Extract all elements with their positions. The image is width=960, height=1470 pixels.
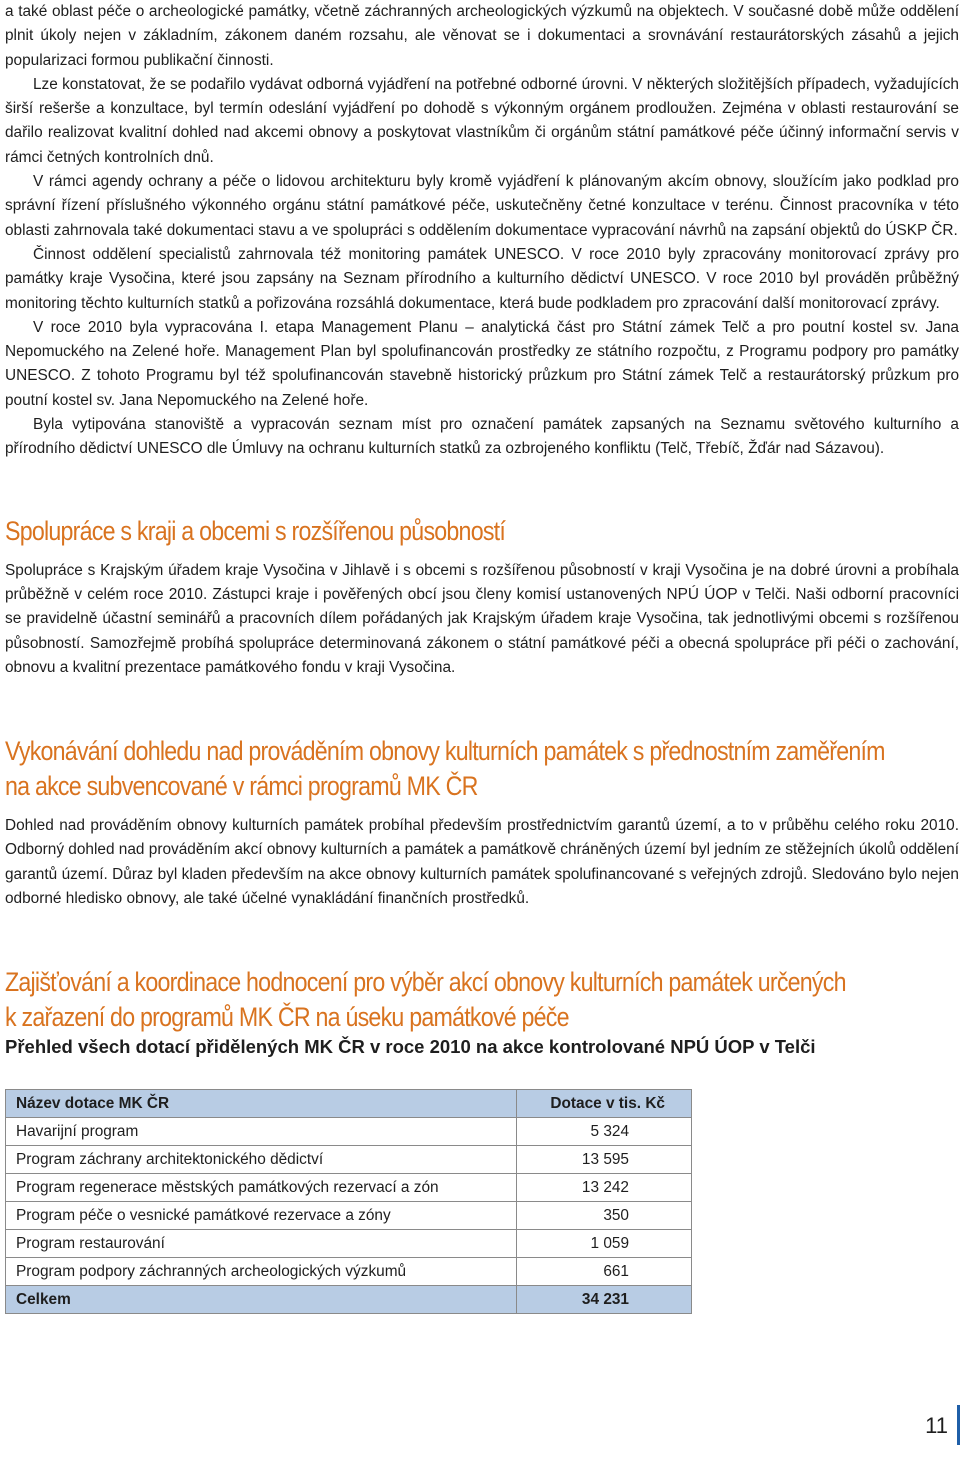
table-row xyxy=(6,1202,692,1230)
column-header-name: Název dotace MK ČR xyxy=(6,1090,517,1118)
total-label: Celkem xyxy=(6,1286,517,1314)
row-name: Program záchrany architektonického dědictví xyxy=(6,1146,517,1174)
subsidy-table xyxy=(5,1089,692,1314)
heading-line: Vykonávání dohledu nad prováděním obnovy kulturních památek s přednostním zaměřením xyxy=(5,736,885,767)
paragraph: Dohled nad prováděním obnovy kulturních památek probíhal především prostřednictvím garantů území, a to v průběhu celého roku 2010. Odborný dohled nad prováděním akcí obnovy kulturních a památek a památkově chráněných území byl jedním ze stěžejních úkolů oddělení garantů území. Důraz byl kladen především na akce obnovy kulturních památek spolufinancované s veřejných zdrojů. Sledováno bylo nejen odborné hledisko obnovy, ale také účelné vynakládání finančních prostředků. xyxy=(5,817,959,908)
row-name: Havarijní program xyxy=(6,1118,517,1146)
table-total-row xyxy=(6,1286,692,1314)
heading-line: na akce subvencované v rámci programů MK ČR xyxy=(5,771,478,802)
row-value: 5 324 xyxy=(517,1118,692,1146)
intro-text xyxy=(5,0,959,462)
table-row xyxy=(6,1118,692,1146)
row-value: 661 xyxy=(517,1258,692,1286)
paragraph: a také oblast péče o archeologické památky, včetně záchranných archeologických výzkumů na objektech. V současné době může oddělení plnit úkoly nejen v základním, zákonem daném rozsahu, ale věnovat se i dokumentaci a srovnávání restaurátorských zásahů a jejich popularizaci formou publikační činnosti. xyxy=(5,3,959,69)
section-spoluprace-text xyxy=(5,559,959,680)
section-heading-spoluprace: Spolupráce s kraji a obcemi s rozšířenou působností xyxy=(5,515,506,546)
paragraph: Lze konstatovat, že se podařilo vydávat odborná vyjádření na potřebné odborné úrovni. V některých složitějších případech, vyžadujících širší rešerše a konzultace, byl termín odeslání vyjádření po dohodě s výkonným orgánem prodloužen. Zejména v oblasti restaurování se dařilo realizovat kvalitní dohled nad akcemi obnovy a poskytovat vlastníkům či orgánům státní památkové péče účinný informační servis v rámci četných kontrolních dnů. xyxy=(5,75,959,166)
total-value: 34 231 xyxy=(517,1286,692,1314)
heading-line: k zařazení do programů MK ČR na úseku památkové péče xyxy=(5,1002,569,1033)
table-row xyxy=(6,1174,692,1202)
row-value: 1 059 xyxy=(517,1230,692,1258)
paragraph: V roce 2010 byla vypracována I. etapa Management Planu – analytická část pro Státní zámek Telč a pro poutní kostel sv. Jana Nepomuckého na Zelené hoře. Management Plan byl spolufinancován prostředky ze státního rozpočtu, z Programu podpory pro památky UNESCO. Z tohoto Programu byl též spolufinancován stavebně historický průzkum pro Státní zámek Telč a restaurátorský průzkum pro poutní kostel sv. Jana Nepomuckého na Zelené hoře. xyxy=(5,318,959,409)
section-heading-dohled xyxy=(5,734,957,804)
row-name: Program regenerace městských památkových rezervací a zón xyxy=(6,1174,517,1202)
row-name: Program podpory záchranných archeologických výzkumů xyxy=(6,1258,517,1286)
table-header-row xyxy=(6,1090,692,1118)
row-name: Program restaurování xyxy=(6,1230,517,1258)
table-caption: Přehled všech dotací přidělených MK ČR v roce 2010 na akce kontrolované NPÚ ÚOP v Telči xyxy=(5,1036,816,1058)
paragraph: Činnost oddělení specialistů zahrnovala též monitoring památek UNESCO. V roce 2010 byly zpracovány monitorovací zprávy pro památky kraje Vysočina, které jsou zapsány na Seznam přírodního a kulturního dědictví UNESCO. V roce 2010 byl prováděn průběžný monitoring těchto kulturních statků a pořizována rozsáhlá dokumentace, která bude podkladem pro zpracování další monitorovací zprávy. xyxy=(5,245,959,312)
section-dohled-text xyxy=(5,814,959,911)
row-value: 350 xyxy=(517,1202,692,1230)
row-value: 13 595 xyxy=(517,1146,692,1174)
page-number: 11 xyxy=(925,1413,948,1438)
paragraph: V rámci agendy ochrany a péče o lidovou architekturu byly kromě vyjádření k plánovaným akcím obnovy, sloužícím jako podklad pro správní řízení příslušného výkonného orgánu státní památkové péče, uskutečněny četné konzultace v terénu. Činnost pracovníka v této oblasti zahrnovala také dokumentaci stavu a ve spolupráci s oddělením dokumentace vypracování návrhů na zapsání objektů do ÚSKP ČR. xyxy=(5,173,959,239)
table-row xyxy=(6,1258,692,1286)
table-row xyxy=(6,1230,692,1258)
row-name: Program péče o vesnické památkové rezervace a zóny xyxy=(6,1202,517,1230)
paragraph: Byla vytipována stanoviště a vypracován seznam míst pro označení památek zapsaných na Seznamu světového kulturního a přírodního dědictví UNESCO dle Úmluvy na ochranu kulturních statků za ozbrojeného konfliktu (Telč, Třebíč, Žďár nad Sázavou). xyxy=(5,416,959,458)
page xyxy=(5,0,959,1314)
paragraph: Spolupráce s Krajským úřadem kraje Vysočina v Jihlavě i s obcemi s rozšířenou působností v kraji Vysočina je na dobré úrovni a probíhala průběžně v celém roce 2010. Zástupci kraje i pověřených obcí jsou členy komisí ustanovených NPÚ ÚOP v Telči. Naši odborní pracovníci se pravidelně účastní seminářů a pracovních dílem pořádaných jak Krajským úřadem kraje Vysočina, tak jednotlivými obcemi s rozšířenou působností. Samozřejmě probíhá spolupráce determinovaná zákonem o státní památkové péči a obecná spolupráce při péči o zachování, obnovu a kvalitní prezentace památkového fondu v kraji Vysočina. xyxy=(5,561,959,676)
row-value: 13 242 xyxy=(517,1174,692,1202)
heading-line: Zajišťování a koordinace hodnocení pro výběr akcí obnovy kulturních památek určených xyxy=(5,967,846,998)
column-header-value: Dotace v tis. Kč xyxy=(517,1090,692,1118)
section-heading-hodnoceni xyxy=(5,965,957,1035)
table-row xyxy=(6,1146,692,1174)
